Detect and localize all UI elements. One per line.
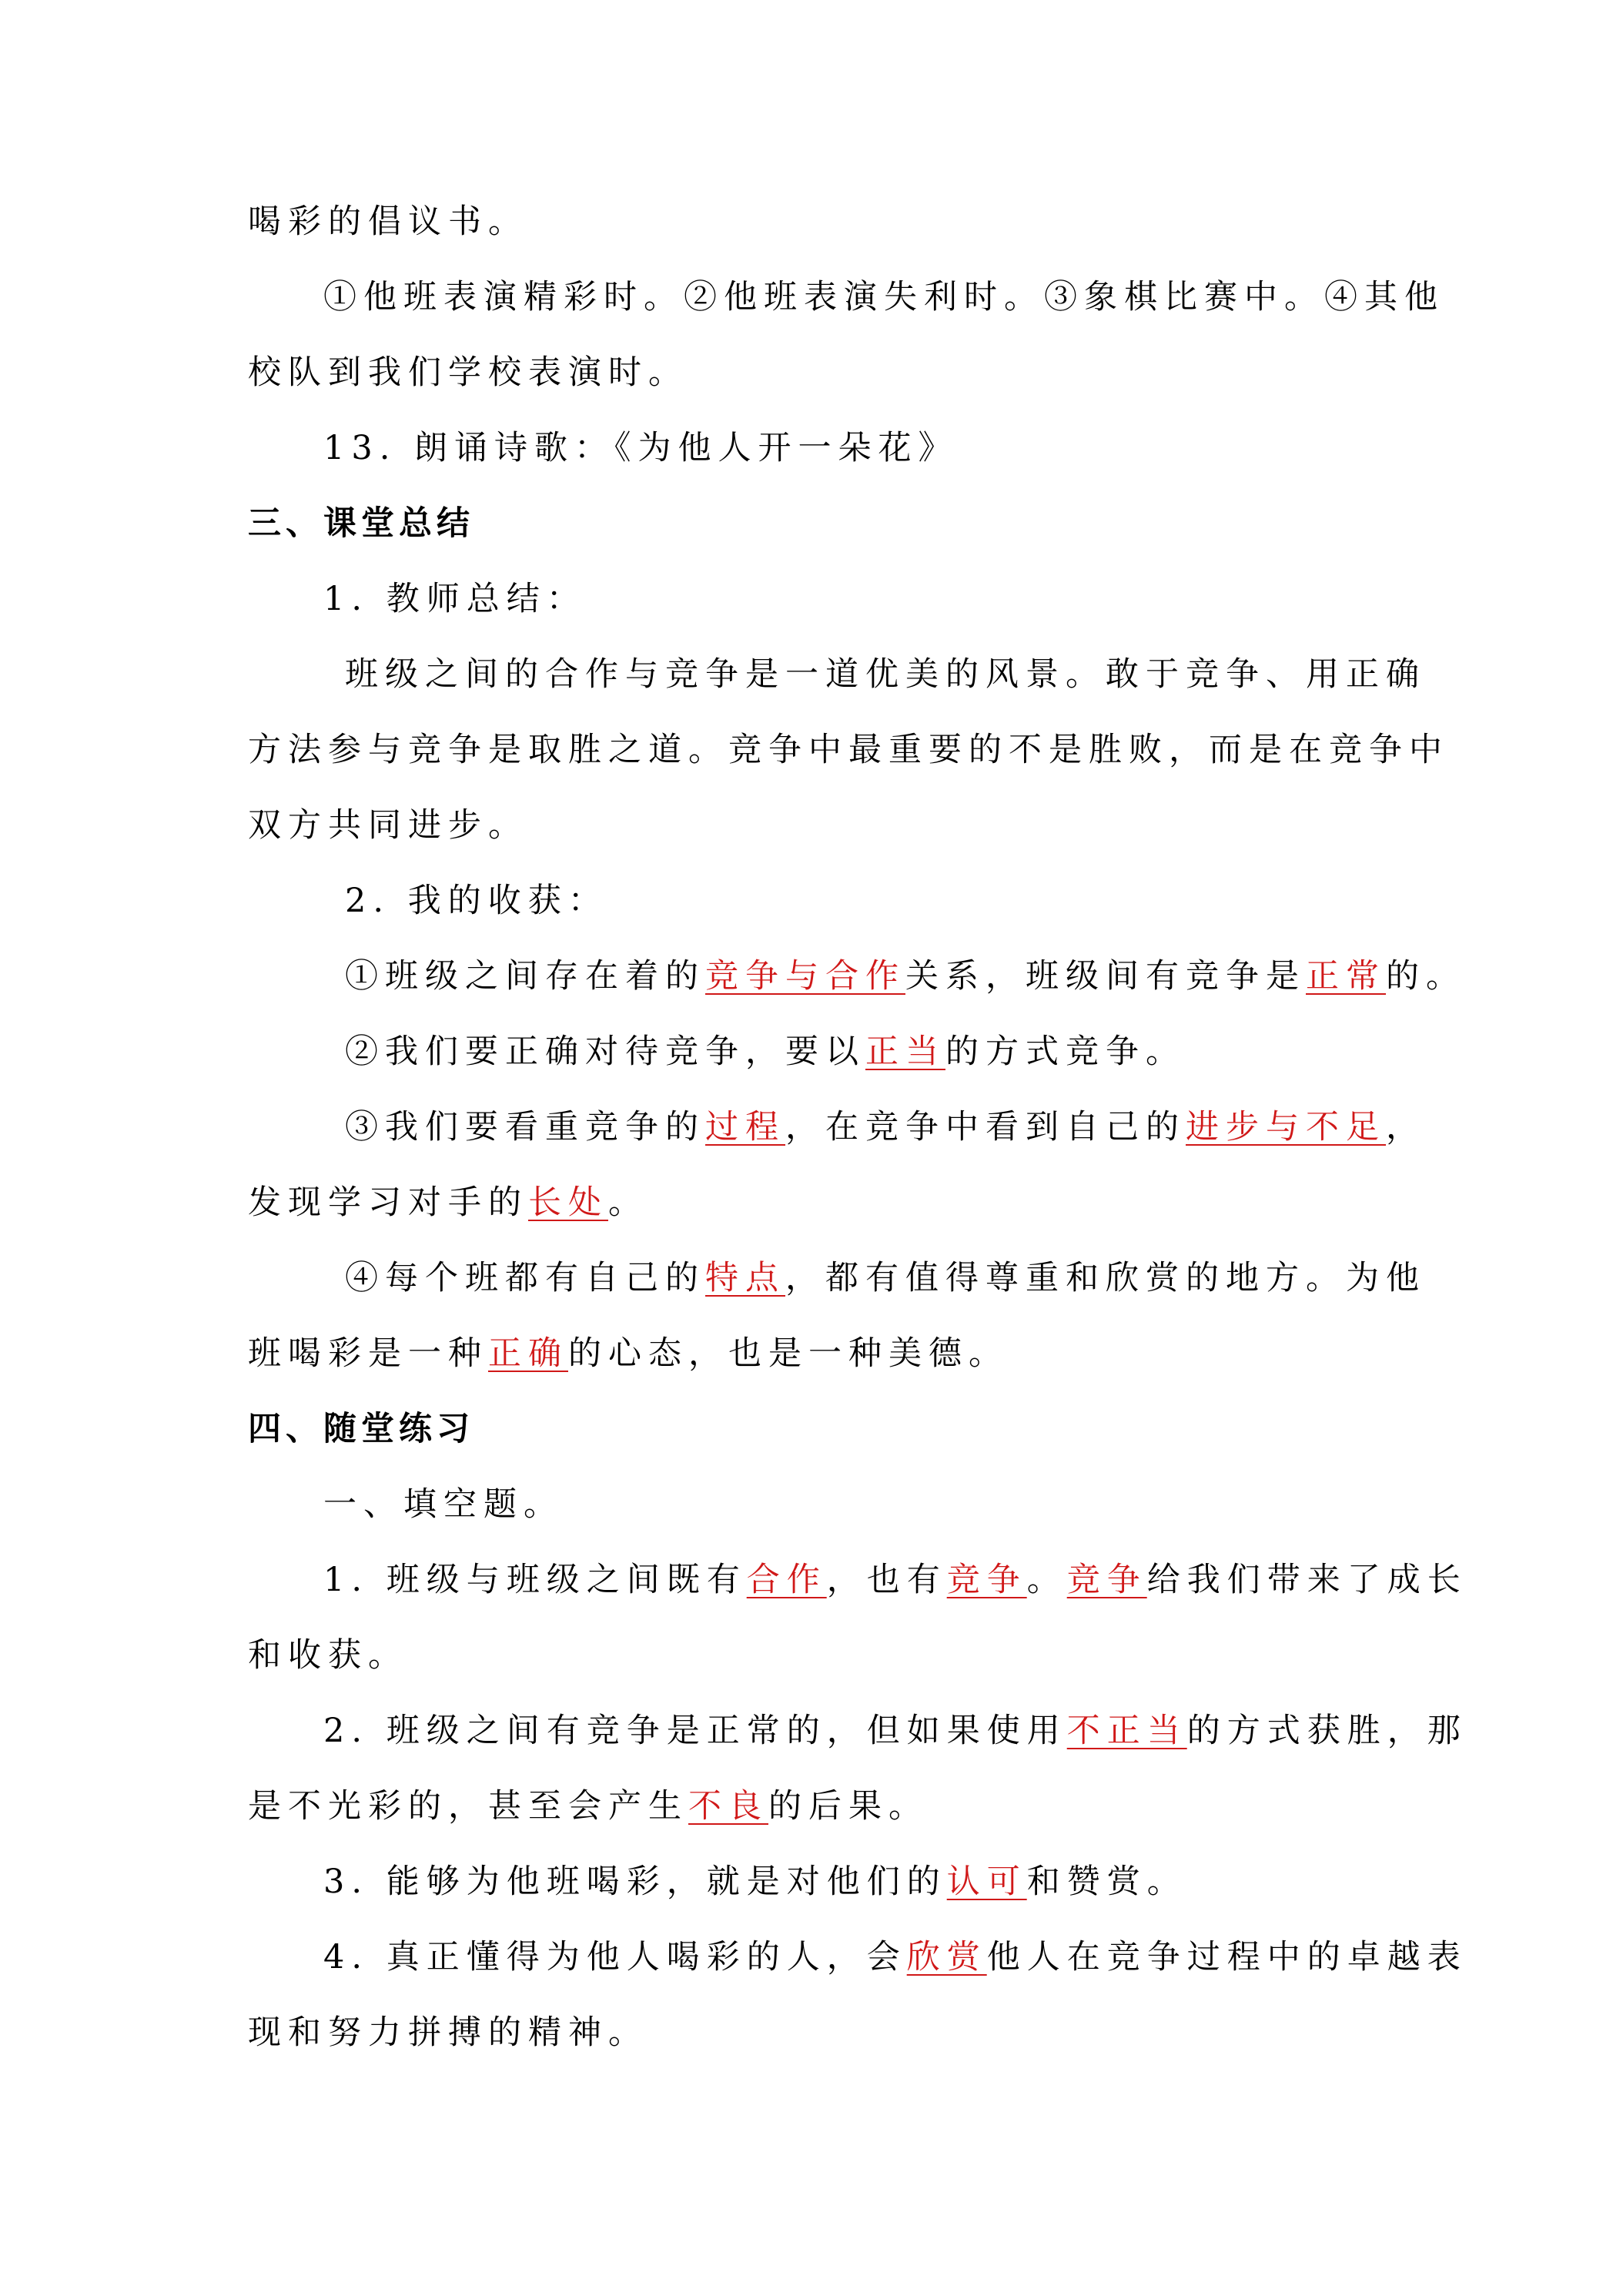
text-run: 的方式获胜，那 <box>1186 1712 1467 1750</box>
text-run: 的方式竞争。 <box>945 1033 1186 1071</box>
text-line: 13. 朗诵诗歌：《为他人开一朵花》 <box>323 429 959 467</box>
text-run: 3. 能够为他班喝彩，就是对他们的 <box>323 1863 947 1901</box>
text-run: 他人在竞争过程中的卓越表 <box>986 1938 1467 1976</box>
text-run: 关系，班级间有竞争是 <box>905 957 1306 996</box>
text-run: 2. 班级之间有竞争是正常的，但如果使用 <box>323 1712 1067 1750</box>
answer-blank: 竞争与合作 <box>705 957 905 996</box>
text-line <box>248 1785 929 1828</box>
section-heading: 四、随堂练习 <box>248 1410 474 1448</box>
text-line <box>345 1106 1426 1149</box>
text-run: 班喝彩是一种 <box>248 1334 488 1373</box>
text-run: ④每个班都有自己的 <box>345 1259 705 1297</box>
text-run: 1. 班级与班级之间既有 <box>323 1561 747 1599</box>
text-line: 校队到我们学校表演时。 <box>248 353 688 392</box>
text-run: 是不光彩的，甚至会产生 <box>248 1787 688 1826</box>
answer-blank: 竞争 <box>1066 1561 1147 1599</box>
text-line: 班级之间的合作与竞争是一道优美的风景。敢于竞争、用正确 <box>345 655 1426 694</box>
text-run: 4. 真正懂得为他人喝彩的人，会 <box>323 1938 907 1976</box>
answer-blank: 进步与不足 <box>1186 1108 1386 1146</box>
text-line <box>323 1936 1467 1979</box>
text-line: 和收获。 <box>248 1636 408 1675</box>
answer-blank: 特点 <box>705 1259 785 1297</box>
text-line <box>323 1860 1187 1903</box>
text-run: ②我们要正确对待竞争，要以 <box>345 1033 865 1071</box>
text-run: 发现学习对手的 <box>248 1183 528 1222</box>
text-run: ①班级之间存在着的 <box>345 957 705 996</box>
answer-blank: 不良 <box>688 1787 768 1826</box>
text-line: ①他班表演精彩时。②他班表演失利时。③象棋比赛中。④其他 <box>323 278 1444 316</box>
answer-blank: 长处 <box>528 1183 608 1222</box>
text-line: 2. 我的收获： <box>345 882 608 920</box>
answer-blank: 过程 <box>705 1108 785 1146</box>
text-run: ，在竞争中看到自己的 <box>785 1108 1186 1146</box>
text-line <box>248 1181 648 1224</box>
text-run: 和赞赏。 <box>1026 1863 1187 1901</box>
text-line: 喝彩的倡议书。 <box>248 202 528 241</box>
text-line <box>248 1332 1009 1375</box>
answer-blank: 欣赏 <box>906 1938 987 1976</box>
text-run: 的。 <box>1386 957 1466 996</box>
text-run: 。 <box>608 1183 648 1222</box>
answer-blank: 认可 <box>946 1863 1027 1901</box>
text-run: 给我们带来了成长 <box>1146 1561 1467 1599</box>
answer-blank: 竞争 <box>946 1561 1027 1599</box>
answer-blank: 不正当 <box>1066 1712 1187 1750</box>
text-line <box>345 1030 1186 1073</box>
text-line: 1. 教师总结： <box>323 580 587 618</box>
text-run: 。 <box>1026 1561 1067 1599</box>
text-run: 的心态，也是一种美德。 <box>568 1334 1009 1373</box>
text-line: 方法参与竞争是取胜之道。竞争中最重要的不是胜败，而是在竞争中 <box>248 731 1449 769</box>
text-line <box>345 1257 1426 1300</box>
text-line <box>345 955 1466 998</box>
answer-blank: 正当 <box>865 1033 945 1071</box>
answer-blank: 正常 <box>1306 957 1386 996</box>
text-run: ， <box>1386 1108 1426 1146</box>
answer-blank: 合作 <box>746 1561 827 1599</box>
answer-blank: 正确 <box>488 1334 568 1373</box>
text-run: 的后果。 <box>768 1787 929 1826</box>
text-line: 现和努力拼搏的精神。 <box>248 2013 648 2052</box>
text-run: ，也有 <box>826 1561 947 1599</box>
text-line: 双方共同进步。 <box>248 806 528 845</box>
text-run: ③我们要看重竞争的 <box>345 1108 705 1146</box>
text-line <box>323 1709 1467 1752</box>
text-line: 一、填空题。 <box>323 1485 564 1524</box>
section-heading: 三、课堂总结 <box>248 504 474 543</box>
text-line <box>323 1558 1467 1602</box>
text-run: ，都有值得尊重和欣赏的地方。为他 <box>785 1259 1426 1297</box>
